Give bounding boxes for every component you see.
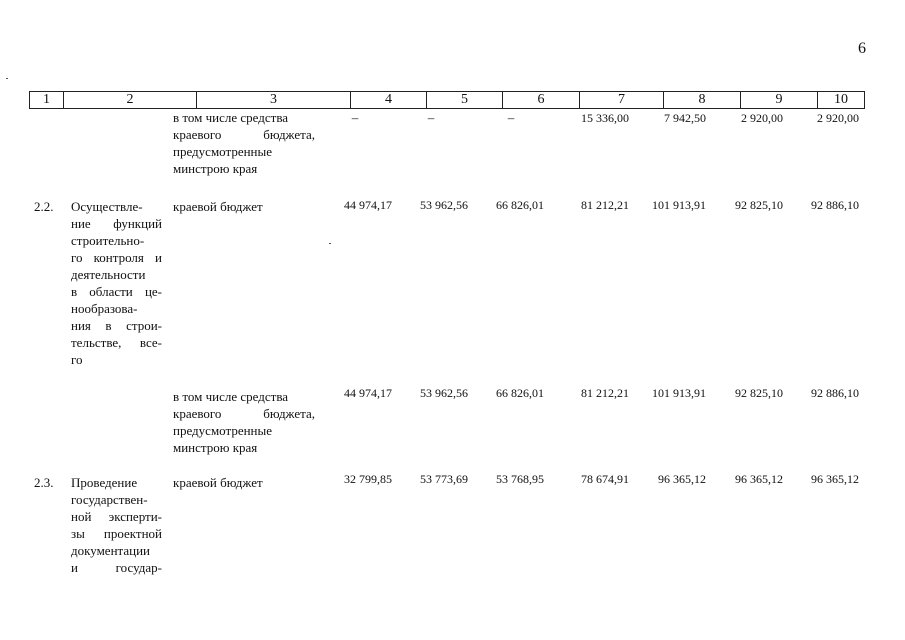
name-line: ной эксперти-	[71, 509, 162, 524]
name-line: Осуществле-	[71, 199, 143, 214]
source-line: краевого бюджета,	[173, 127, 315, 142]
table-row-3-value-9: 96 365,12	[735, 472, 783, 486]
name-line: государствен-	[71, 492, 148, 507]
table-row-0-value-5: –	[427, 110, 435, 125]
table-row-1-value-8: 101 913,91	[652, 198, 706, 212]
table-row-1-value-7: 81 212,21	[581, 198, 629, 212]
table-row-0-value-4: –	[351, 110, 359, 125]
source-line: минстрою края	[173, 440, 258, 455]
table-row-0-value-9: 2 920,00	[741, 111, 783, 125]
header-cell-8: 8	[664, 92, 741, 108]
page-number: 6	[858, 40, 866, 57]
table-row-3-number: 2.3.	[34, 475, 54, 490]
table-row-0-value-7: 15 336,00	[581, 111, 629, 125]
table-row-2-value-7: 81 212,21	[581, 386, 629, 400]
table-row-0-value-6: –	[507, 110, 515, 125]
table-row-2-value-9: 92 825,10	[735, 386, 783, 400]
table-row-1-value-6: 66 826,01	[496, 198, 544, 212]
source-line: минстрою края	[173, 161, 258, 176]
table-row-1-value-10: 92 886,10	[811, 198, 859, 212]
source-line: краевой бюджет	[173, 475, 263, 490]
table-header-row	[29, 91, 865, 109]
source-line: в том числе средства	[173, 389, 289, 404]
source-line: предусмотренные	[173, 423, 273, 438]
source-line: в том числе средства	[173, 110, 289, 125]
name-line: и государ-	[71, 560, 162, 575]
header-cell-3: 3	[197, 92, 351, 108]
name-line: тельстве, все-	[71, 335, 162, 350]
source-line: краевого бюджета,	[173, 406, 315, 421]
table-row-3-value-5: 53 773,69	[420, 472, 468, 486]
scan-speck	[6, 78, 8, 79]
header-cell-9: 9	[741, 92, 818, 108]
header-cell-4: 4	[351, 92, 427, 108]
name-line: ние функций	[71, 216, 162, 231]
name-line: в области це-	[71, 284, 162, 299]
header-cell-6: 6	[503, 92, 580, 108]
table-row-2-value-6: 66 826,01	[496, 386, 544, 400]
header-cell-5: 5	[427, 92, 503, 108]
header-cell-10: 10	[834, 92, 848, 107]
name-line: Проведение	[71, 475, 138, 490]
table-row-3-source	[173, 474, 315, 491]
table-row-2-source	[173, 388, 315, 456]
table-row-3-value-6: 53 768,95	[496, 472, 544, 486]
table-row-1-value-4: 44 974,17	[344, 198, 392, 212]
table-row-1-value-5: 53 962,56	[420, 198, 468, 212]
name-line: зы проектной	[71, 526, 162, 541]
table-row-3-value-4: 32 799,85	[344, 472, 392, 486]
table-row-0-source	[173, 109, 315, 177]
header-cell-2: 2	[64, 92, 197, 108]
scan-speck	[329, 243, 331, 244]
source-line: краевой бюджет	[173, 199, 263, 214]
table-row-3-value-8: 96 365,12	[658, 472, 706, 486]
table-row-0-value-10: 2 920,00	[817, 111, 859, 125]
name-line: го	[71, 352, 83, 367]
table-row-2-value-8: 101 913,91	[652, 386, 706, 400]
table-row-1-name	[71, 198, 162, 368]
table-row-2-value-5: 53 962,56	[420, 386, 468, 400]
table-row-1-source	[173, 198, 315, 215]
table-row-1-number: 2.2.	[34, 199, 54, 214]
name-line: деятельности	[71, 267, 146, 282]
table-row-3-value-10: 96 365,12	[811, 472, 859, 486]
name-line: строительно-	[71, 233, 145, 248]
table-row-0-value-8: 7 942,50	[664, 111, 706, 125]
table-row-1-value-9: 92 825,10	[735, 198, 783, 212]
name-line: документации	[71, 543, 151, 558]
header-cell-1: 1	[30, 92, 64, 108]
name-line: го контроля и	[71, 250, 162, 265]
header-cell-7: 7	[580, 92, 664, 108]
table-row-2-value-4: 44 974,17	[344, 386, 392, 400]
name-line: нообразова-	[71, 301, 138, 316]
name-line: ния в строи-	[71, 318, 162, 333]
table-row-3-name	[71, 474, 162, 576]
table-row-2-value-10: 92 886,10	[811, 386, 859, 400]
table-row-3-value-7: 78 674,91	[581, 472, 629, 486]
source-line: предусмотренные	[173, 144, 273, 159]
